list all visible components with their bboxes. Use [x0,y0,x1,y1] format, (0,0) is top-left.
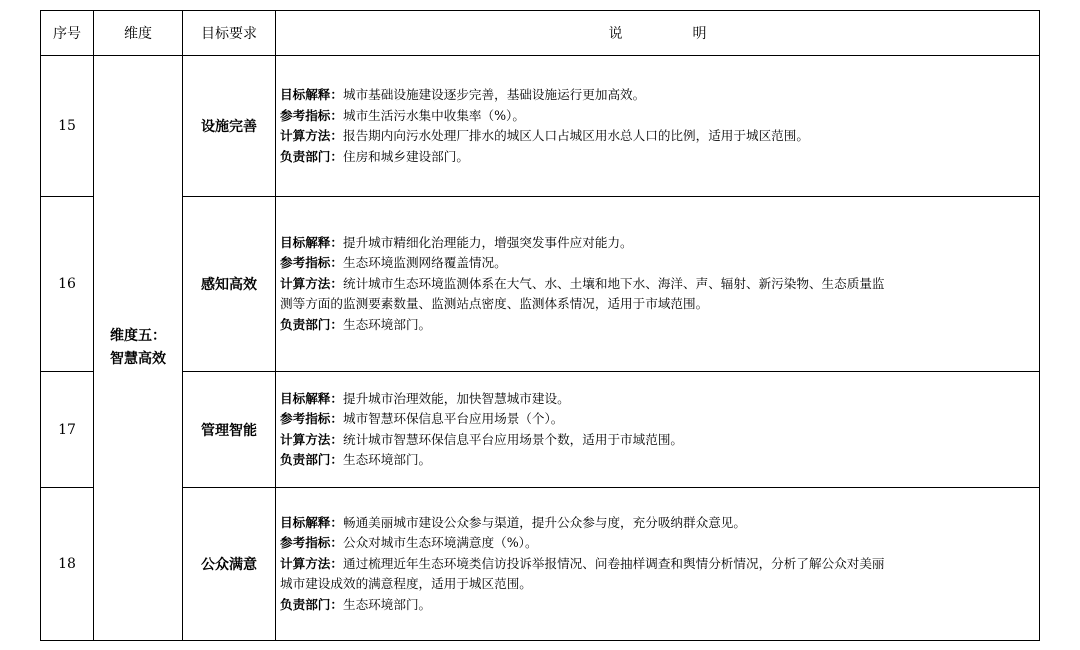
goal-explanation: 目标解释：城市基础设施建设逐步完善，基础设施运行更加高效。 [280,87,646,102]
goal-explanation: 目标解释：提升城市治理效能，加快智慧城市建设。 [280,390,570,406]
header-description-char-2: 明 [692,26,707,42]
reference-indicator: 参考指标：城市智慧环保信息平台应用场景（个）。 [280,411,564,426]
row-description [276,197,1040,372]
row-seq: 16 [41,197,94,372]
header-goal: 目标要求 [183,11,276,56]
row-description [276,372,1040,488]
table-row [41,197,1040,372]
table-row [41,372,1040,488]
row-goal: 管理智能 [183,372,276,488]
header-dimension: 维度 [94,11,183,56]
header-description-char-1: 说 [608,26,623,42]
calculation-method-continued: 测等方面的监测要素数量、监测站点密度、监测体系情况，适用于市域范围。 [280,296,709,312]
calculation-method: 计算方法：统计城市智慧环保信息平台应用场景个数，适用于市域范围。 [280,431,683,447]
reference-indicator: 参考指标：城市生活污水集中收集率（%）。 [280,107,525,123]
row-seq: 15 [41,56,94,197]
calculation-method-continued: 城市建设成效的满意程度，适用于城区范围。 [280,576,532,592]
dimension-label-line-1: 维度五： [110,328,166,344]
calculation-method: 计算方法：统计城市生态环境监测体系在大气、水、土壤和地下水、海洋、声、辐射、新污染物、生态质量监 [280,275,885,291]
row-seq: 18 [41,488,94,641]
dimension-cell [94,56,183,641]
table-header-row [41,11,1040,56]
row-description [276,488,1040,641]
header-description [276,11,1040,56]
calculation-method: 计算方法：通过梳理近年生态环境类信访投诉举报情况、问卷抽样调查和舆情分析情况，分析了解公众对美丽 [280,555,885,571]
goal-explanation: 目标解释：提升城市精细化治理能力，增强突发事件应对能力。 [280,234,633,250]
reference-indicator: 参考指标：公众对城市生态环境满意度（%）。 [280,535,538,551]
responsible-department: 负责部门：生态环境部门。 [280,596,432,612]
indicator-table [40,10,1040,641]
dimension-label-line-2: 智慧高效 [110,351,166,367]
responsible-department: 负责部门：生态环境部门。 [280,452,432,467]
table-row [41,56,1040,197]
goal-explanation: 目标解释：畅通美丽城市建设公众参与渠道，提升公众参与度，充分吸纳群众意见。 [280,514,746,530]
row-goal: 感知高效 [183,197,276,372]
header-seq: 序号 [41,11,94,56]
row-seq: 17 [41,372,94,488]
row-goal: 公众满意 [183,488,276,641]
responsible-department: 负责部门：生态环境部门。 [280,316,432,332]
reference-indicator: 参考指标：生态环境监测网络覆盖情况。 [280,255,507,271]
responsible-department: 负责部门：住房和城乡建设部门。 [280,148,469,164]
table-row [41,488,1040,641]
row-description [276,56,1040,197]
row-goal: 设施完善 [183,56,276,197]
calculation-method: 计算方法：报告期内向污水处理厂排水的城区人口占城区用水总人口的比例，适用于城区范围。 [280,128,809,143]
